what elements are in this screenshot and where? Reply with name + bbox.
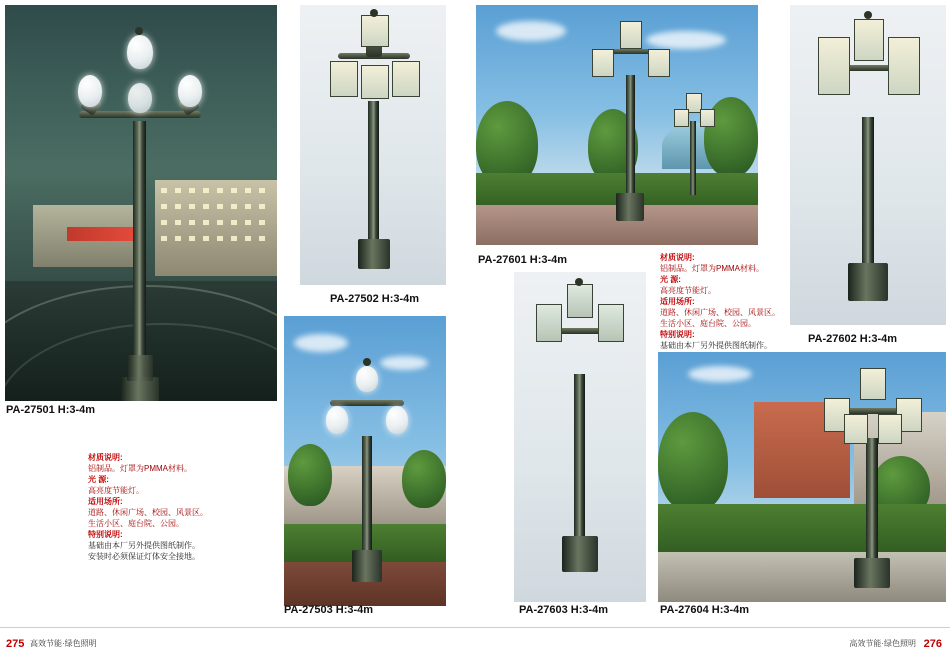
lamp-post-secondary [672,91,716,203]
lamp-lantern [878,414,902,444]
product-photo-pa-27502 [300,5,446,285]
lamp-lantern [648,49,670,77]
caption-pa-27503: PA-27503 H:3-4m [284,604,374,616]
caption-pa-27501: PA-27501 H:3-4m [6,404,96,416]
lamp-lantern [888,37,920,95]
lamp-lantern [818,37,850,95]
product-photo-pa-27602 [790,5,946,325]
spec-left-label-usage: 适用场所: [88,497,123,507]
spec-left-line-9: 安装时必须保证灯体安全接地。 [88,552,200,562]
caption-pa-27502: PA-27502 H:3-4m [330,293,420,305]
caption-pa-27604: PA-27604 H:3-4m [660,604,750,616]
spec-left-line-1: 铝制品。灯罩为PMMA材料。 [88,464,192,474]
lamp-lantern [536,304,562,342]
lamp-post-pa-27603 [524,278,636,598]
page-number-right: 276 [923,638,942,650]
spec-right-line-6: 生活小区、庭台院、公园。 [660,319,756,329]
lamp-lantern [592,49,614,77]
spec-right-label-material: 材质说明: [660,253,695,262]
footer-text-left: 高效节能·绿色照明 [30,639,97,648]
caption-pa-27601: PA-27601 H:3-4m [478,254,568,266]
lamp-lantern [854,19,884,61]
spec-right-line-5: 道路、休闲广场、校园、风景区。 [660,308,780,318]
lamp-post-pa-27604 [810,364,936,590]
lamp-globe [386,406,408,434]
lamp-lantern [567,284,593,318]
product-photo-pa-27601 [476,5,758,245]
spec-right-label-usage: 适用场所: [660,297,695,307]
spec-block-right [660,252,785,362]
spec-right-line-1: 铝制品。灯罩为PMMA材料。 [660,264,764,274]
spec-left-label-material: 材质说明: [88,453,123,462]
lamp-post-pa-27502 [316,9,432,281]
spec-right-line-3: 高亮度节能灯。 [660,286,716,296]
lamp-post-pa-27501 [65,25,215,401]
lamp-lantern [330,61,358,97]
spec-right-label-note: 特别说明: [660,330,695,340]
lamp-lantern [620,21,642,49]
lamp-globe [78,75,102,107]
spec-left-label-note: 特别说明: [88,530,123,540]
lamp-post-pa-27602 [804,9,932,321]
lamp-lantern [361,65,389,99]
spec-left-line-3: 高亮度节能灯。 [88,486,144,496]
product-photo-pa-27501 [5,5,277,401]
page-footer [0,627,950,656]
spec-block-left [88,452,213,562]
spec-left-line-5: 道路、休闲广场、校园、风景区。 [88,508,208,518]
footer-text-right: 高效节能·绿色照明 [849,639,916,648]
lamp-post-pa-27601 [586,15,674,230]
lamp-globe [356,366,378,392]
product-photo-pa-27503 [284,316,446,606]
product-photo-pa-27604 [658,352,946,602]
lamp-globe [128,83,152,113]
spec-left-label-source: 光 源: [88,475,109,485]
lamp-lantern [844,414,868,444]
spec-left-line-8: 基础由本厂另外提供图纸制作。 [88,541,200,551]
lamp-lantern [598,304,624,342]
lamp-globe [178,75,202,107]
spec-left-line-6: 生活小区、庭台院、公园。 [88,519,184,529]
spec-right-line-8: 基础由本厂另外提供图纸制作。 [660,341,772,351]
caption-pa-27602: PA-27602 H:3-4m [808,333,898,345]
lamp-post-pa-27503 [312,344,420,594]
lamp-lantern [860,368,886,400]
caption-pa-27603: PA-27603 H:3-4m [519,604,609,616]
lamp-globe [326,406,348,434]
page-number-left: 275 [6,638,25,650]
lamp-globe [127,35,153,69]
product-photo-pa-27603 [514,272,646,602]
lamp-lantern [361,15,389,47]
lamp-lantern [392,61,420,97]
spec-right-label-source: 光 源: [660,275,681,285]
